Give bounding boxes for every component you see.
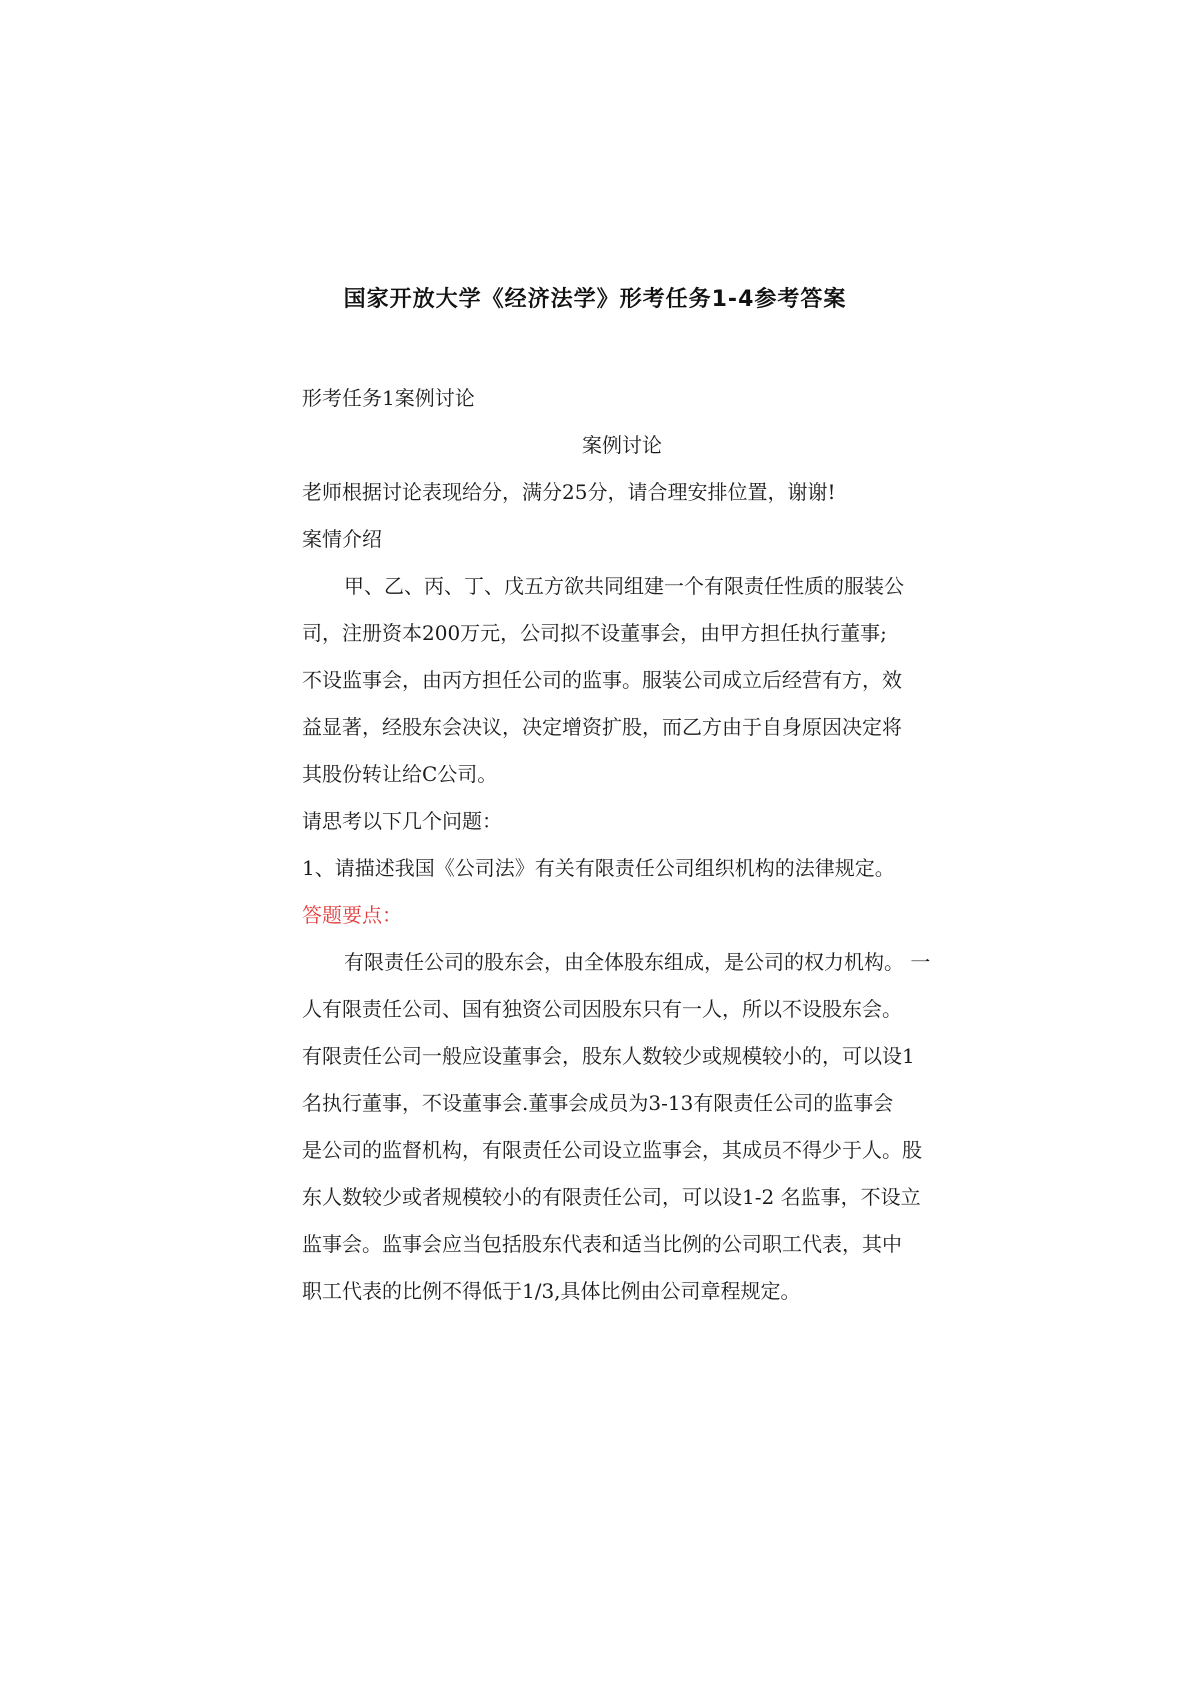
answer-line: 东人数较少或者规模较小的有限责任公司，可以设1-2 名监事，不设立 [302, 1185, 921, 1209]
answer-line: 是公司的监督机构，有限责任公司设立监事会，其成员不得少于人。股 [302, 1138, 922, 1162]
instruction-text: 老师根据讨论表现给分，满分25分，请合理安排位置，谢谢! [302, 480, 836, 504]
answer-label: 答题要点： [302, 903, 402, 927]
answer-line: 名执行董事，不设董事会.董事会成员为3-13有限责任公司的监事会 [302, 1091, 894, 1115]
answer-line: 有限责任公司一般应设董事会，股东人数较少或规模较小的，可以设1 [302, 1044, 915, 1068]
sub-heading: 案例讨论 [582, 433, 662, 457]
document-body [302, 380, 942, 1320]
case-line: 甲、乙、丙、丁、戊五方欲共同组建一个有限责任性质的服装公 [344, 574, 904, 598]
question-1: 1、请描述我国《公司法》有关有限责任公司组织机构的法律规定。 [302, 856, 895, 880]
answer-line: 有限责任公司的股东会，由全体股东组成，是公司的权力机构。 一 [344, 950, 931, 974]
case-line: 不设监事会，由丙方担任公司的监事。服装公司成立后经营有方，效 [302, 668, 902, 692]
answer-paragraph [302, 944, 942, 1309]
section-heading: 形考任务1案例讨论 [302, 386, 475, 410]
question-prompt: 请思考以下几个问题： [302, 809, 502, 833]
document-title: 国家开放大学《经济法学》形考任务1-4参考答案 [343, 287, 847, 312]
answer-line: 职工代表的比例不得低于1/3,具体比例由公司章程规定。 [302, 1279, 801, 1303]
case-line: 司，注册资本200万元，公司拟不设董事会，由甲方担任执行董事; [302, 621, 887, 645]
case-label: 案情介绍 [302, 527, 382, 551]
case-paragraph [302, 568, 942, 792]
answer-line: 监事会。监事会应当包括股东代表和适当比例的公司职工代表，其中 [302, 1232, 902, 1256]
answer-line: 人有限责任公司、国有独资公司因股东只有一人，所以不设股东会。 [302, 997, 902, 1021]
case-line: 益显著，经股东会决议，决定增资扩股，而乙方由于自身原因决定将 [302, 715, 902, 739]
case-line: 其股份转让给C公司。 [302, 762, 498, 786]
